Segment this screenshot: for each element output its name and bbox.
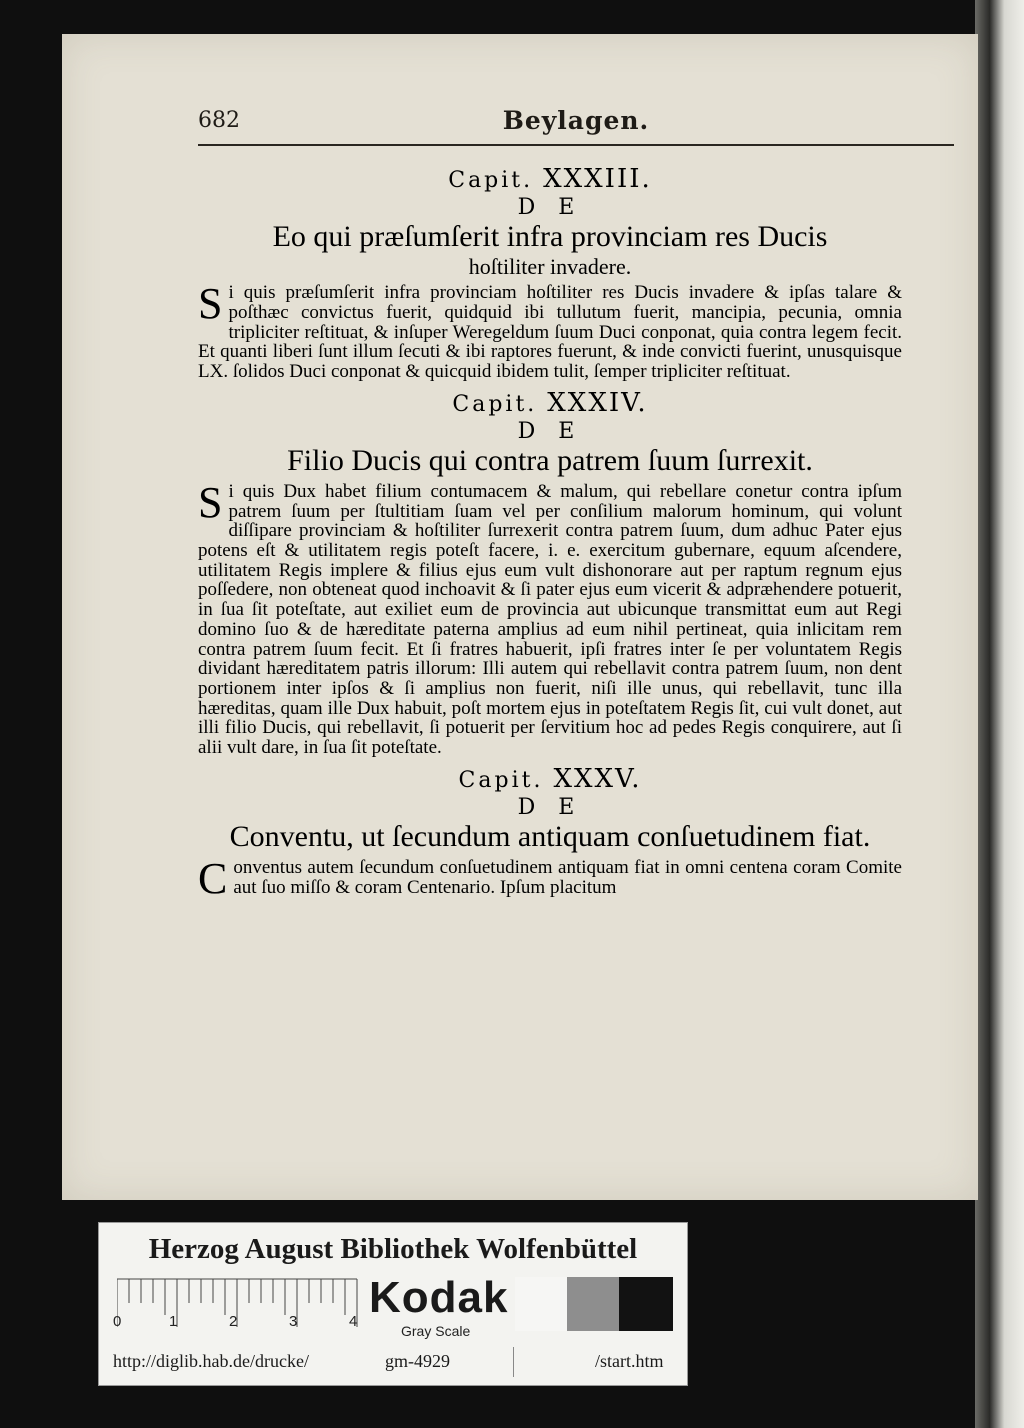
url-separator — [513, 1347, 514, 1377]
chapter-35 — [198, 763, 902, 903]
chapter-label: Capit. — [452, 391, 538, 417]
ruler-numbers — [113, 1313, 358, 1333]
black-swatch — [619, 1277, 673, 1331]
chapter-number: XXXIII. — [543, 164, 652, 194]
url-id: gm-4929 — [385, 1351, 450, 1371]
chapter-body: i quis præſumſerit infra provinciam hoſtiliter res Ducis invadere & ipſas talare & poſthæc convictus fuerit, quidquid ibi tullutum fuerit, mancipia, pecunia, omnia tripliciter reſtituat, & inſuper Weregeldum ſuum Duci conponat, quia contra legem fecit. Et quanti liberi ſunt illum ſecuti & ibi raptores fuerunt, & inde convicti fuerint, unusquisque LX. ſolidos Duci conponat & quicquid ibidem tulit, ſemper tripliciter reſtituat. — [198, 282, 902, 383]
de-line: D E — [517, 195, 583, 221]
de-line: D E — [517, 795, 583, 820]
drop-cap: C — [198, 853, 228, 903]
chapter-number: XXXIV. — [547, 387, 648, 418]
chapter-text — [198, 853, 902, 903]
drop-cap: S — [198, 477, 223, 527]
chapter-title: Eo qui præſumſerit infra provinciam res Ducis — [272, 220, 828, 254]
gray-swatch — [567, 1277, 619, 1331]
chapter-title: Filio Ducis qui contra patrem ſuum ſurrexit. — [287, 444, 813, 478]
ruler-number: 4 — [349, 1313, 358, 1330]
drop-cap: S — [198, 279, 223, 329]
ruler-number: 1 — [169, 1313, 178, 1330]
text-column — [198, 158, 902, 903]
de-line: D E — [517, 419, 583, 445]
ruler-number: 2 — [229, 1313, 238, 1330]
chapter-number: XXXV. — [553, 763, 642, 794]
chapter-heading — [198, 388, 902, 419]
chapter-label: Capit. — [448, 168, 534, 193]
url-right: /start.htm — [595, 1351, 664, 1371]
chapter-title: Conventu, ut ſecundum antiquam conſuetudinem fiat. — [229, 820, 871, 854]
kodak-logo: Kodak — [369, 1273, 509, 1322]
white-swatch — [515, 1277, 567, 1331]
ruler-number: 0 — [113, 1313, 122, 1330]
chapter-label: Capit. — [458, 767, 544, 793]
chapter-subtitle: hoſtiliter invadere. — [468, 254, 632, 280]
chapter-34 — [198, 388, 902, 758]
chapter-heading — [198, 764, 902, 795]
running-head: Beylagen. — [502, 106, 650, 135]
url-left: http://diglib.hab.de/drucke/ — [113, 1351, 309, 1371]
ruler-number: 3 — [289, 1313, 298, 1330]
page-header — [198, 106, 954, 146]
chapter-body: onventus autem ſecundum conſuetudinem antiquam fiat in omni centena coram Comite aut ſuo miſſo & coram Centenario. Ipſum placitum — [233, 856, 902, 898]
chapter-body: i quis Dux habet filium contumacem & malum, qui rebellare conetur contra ipſum patrem ſuum per ſtultitiam ſuam vel per conſilium malorum hominum, qui volunt diſſipare provinciam & hoſtiliter ſurrexerit contra patrem ſuum, dum adhuc Pater ejus potens eſt & utilitatem regis poteſt facere, i. e. exercitum gubernare, equum aſcendere, utilitatem Regis implere & filius ejus eum vult dishonorare aut per raptum regnum ejus poſſedere, non obteneat quod inchoavit & ſi pater ejus eum vicerit & adpræhendere potuerit, in ſua ſit poteſtate, aut exiliet eum de provincia aut ubicunque transmittat eum aut Regi domino ſuo & de hæreditate paterna amplius ad eum nihil pertineat, quia inlicitam rem contra patrem ſuum fecit. Et ſi fratres habuerit, ipſi fratres inter ſe per voluntatem Regis dividant hæreditatem patris illorum: Illi autem qui rebellavit contra patrem ſuum, non dent portionem inter ipſos & ſi amplius non fuerit, niſi ille unus, qui rebellavit, tunc illa hæreditas, quam ille Dux habuit, poſt mortem ejus in poteſtatem Regis ſit, cui vult donet, aut illi filio Ducis, qui rebellavit, ſi potuerit per ſervitium hoc ad pedes Regis conquirere, aut ſi alii vult dare, in ſua ſit poteſtate. — [198, 480, 902, 759]
chapter-heading — [198, 164, 902, 195]
reference-card — [98, 1222, 688, 1386]
library-name: Herzog August Bibliothek Wolfenbüttel — [148, 1233, 638, 1265]
chapter-text — [198, 477, 902, 759]
gray-scale-label: Gray Scale — [401, 1323, 471, 1339]
url-row — [99, 1347, 687, 1377]
chapter-33 — [198, 164, 902, 382]
scanner-edge — [975, 0, 1024, 1428]
chapter-text — [198, 279, 902, 383]
page-number: 682 — [198, 108, 240, 133]
